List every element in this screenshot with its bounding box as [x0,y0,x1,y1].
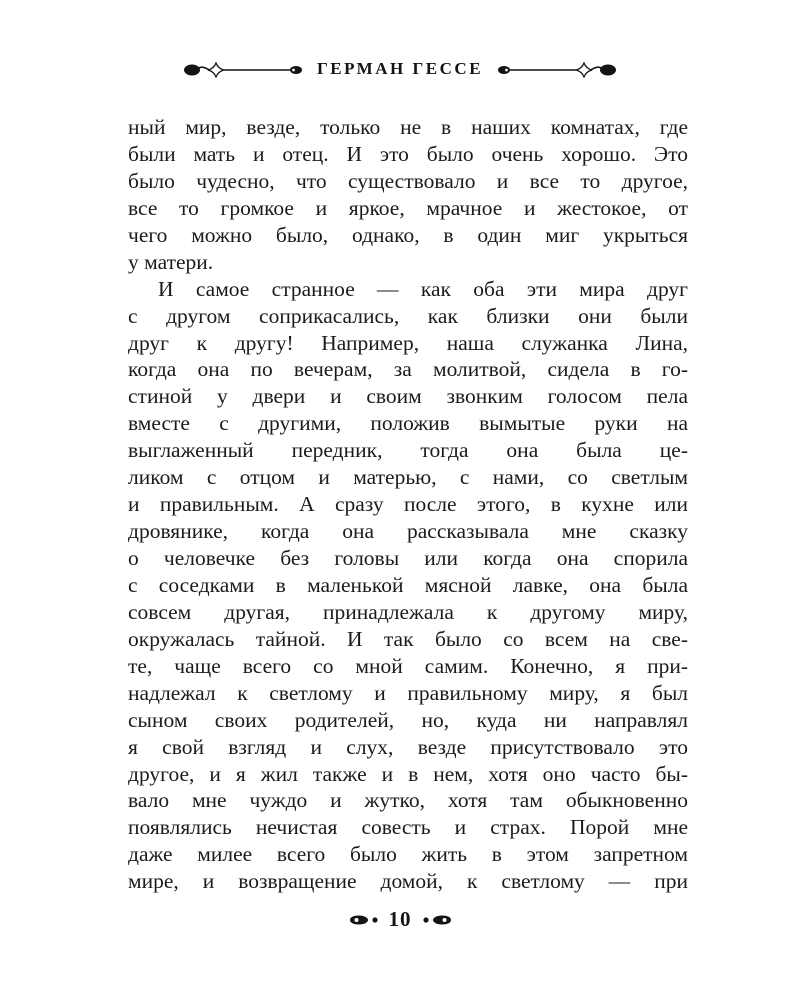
text-line: появлялись нечистая совесть и страх. Порой мне [128,815,688,840]
text-line: у матери. [128,249,214,274]
page-footer [0,907,800,932]
text-line: выглаженный передник, тогда она была це- [128,438,688,463]
header-flourish-right-icon [497,62,617,78]
text-line: мире, и возвращение домой, к светлому — при [128,869,688,894]
text-line: стиной у двери и своим звонким голосом пела [128,384,688,409]
text-line: было чудесно, что существовало и все то другое, [128,168,688,193]
text-line: когда она по вечерам, за молитвой, сидела в го- [128,357,688,382]
header-flourish-left-icon [183,62,303,78]
body-text-block [128,114,688,895]
text-line: были мать и отец. И это было очень хорошо. Это [128,141,688,166]
text-line: и правильным. А сразу после этого, в кухне или [128,492,688,517]
footer-ornament-left-icon [349,913,379,927]
text-line: вместе с другими, положив вымытые руки на [128,411,688,436]
text-line: все то громкое и яркое, мрачное и жестокое, от [128,195,688,220]
text-line: чего можно было, однако, в один миг укрыться [128,222,688,247]
page-header-title: ГЕРМАН ГЕССЕ [316,59,484,78]
text-line: с другом соприкасались, как близки они были [128,303,688,328]
text-line: дровянике, когда она рассказывала мне сказку [128,519,688,544]
text-line: я свой взгляд и слух, везде присутствовало это [128,734,688,759]
text-line: ликом с отцом и матерью, с нами, со светлым [128,465,688,490]
text-line: надлежал к светлому и правильному миру, я был [128,680,688,705]
page-header [0,60,800,80]
text-line: другое, и я жил также и в нем, хотя оно часто бы- [128,761,688,786]
text-line: совсем другая, принадлежала к другому миру, [128,599,688,624]
text-line: окружалась тайной. И так было со всем на све- [128,626,688,651]
text-line: те, чаще всего со мной самим. Конечно, я при- [128,653,688,678]
text-line: вало мне чуждо и жутко, хотя там обыкновенно [128,788,688,813]
text-line: о человечке без головы или когда она спорила [128,546,688,570]
text-line: ный мир, везде, только не в наших комнатах, где [128,115,688,139]
text-line: друг к другу! Например, наша служанка Лина, [128,330,688,355]
text-line: И самое странное — как оба эти мира друг [158,276,688,301]
text-line: сыном своих родителей, но, куда ни направлял [128,707,688,732]
page-number: 10 [388,907,412,931]
footer-ornament-right-icon [422,913,452,927]
text-line: с соседками в маленькой мясной лавке, она была [128,572,688,597]
text-line: даже милее всего было жить в этом запретном [128,842,688,867]
